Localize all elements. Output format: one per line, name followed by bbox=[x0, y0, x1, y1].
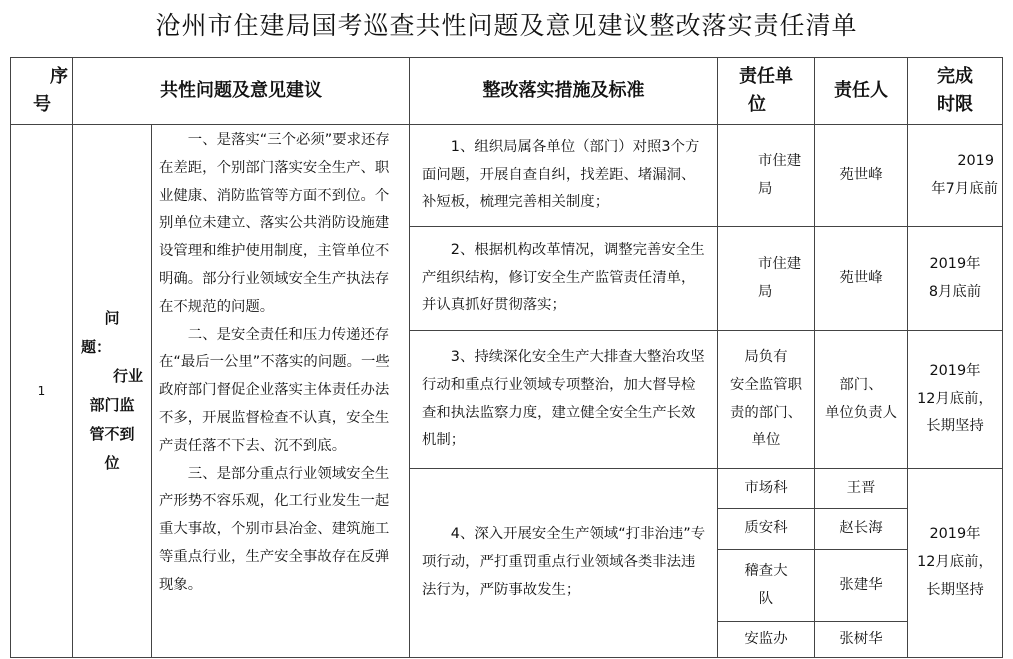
header-deadline bbox=[908, 58, 1003, 125]
unit-cell: 质安科 bbox=[718, 509, 815, 550]
deadline-line: 12月底前， bbox=[917, 554, 993, 571]
person-cell: 赵长海 bbox=[815, 509, 908, 550]
person-line: 单位负责人 bbox=[825, 404, 897, 421]
person-cell: 苑世峰 bbox=[815, 227, 908, 331]
header-seq bbox=[11, 58, 73, 125]
responsibility-table bbox=[10, 57, 1003, 658]
unit-line: 市住建 bbox=[758, 255, 802, 272]
deadline-line: 年7月底前 bbox=[931, 180, 998, 197]
category-line: 题： bbox=[81, 338, 112, 356]
person-cell: 张树华 bbox=[815, 622, 908, 658]
unit-cell: 市场科 bbox=[718, 469, 815, 509]
unit-line: 局 bbox=[758, 283, 773, 300]
measure-cell bbox=[410, 227, 718, 331]
category-line: 问 bbox=[104, 309, 120, 327]
measure-text: 2、根据机构改革情况，调整完善安全生产组织结构，修订安全生产监管责任清单，并认真抓好贯彻落实； bbox=[422, 241, 705, 314]
unit-cell: 安监办 bbox=[718, 622, 815, 658]
deadline-cell bbox=[908, 469, 1003, 658]
unit-cell bbox=[718, 125, 815, 227]
issues-text bbox=[152, 125, 410, 658]
category-line: 管不到 bbox=[89, 425, 135, 443]
header-deadline-line1: 完成 bbox=[937, 66, 973, 87]
header-issues: 共性问题及意见建议 bbox=[73, 58, 410, 125]
deadline-line: 2019年 bbox=[929, 255, 981, 272]
measure-cell bbox=[410, 331, 718, 469]
measure-text: 3、持续深化安全生产大排查大整治攻坚行动和重点行业领域专项整治，加大督导检查和执法监察力度，建立健全安全生产长效机制； bbox=[422, 348, 705, 449]
header-row bbox=[11, 58, 1003, 125]
unit-line: 队 bbox=[758, 590, 774, 607]
deadline-cell bbox=[908, 125, 1003, 227]
category-line: 行业 bbox=[112, 367, 143, 385]
measure-text: 1、组织局属各单位（部门）对照3个方面问题，开展自查自纠，找差距、堵漏洞、补短板，梳理完善相关制度； bbox=[422, 138, 700, 211]
measure-cell bbox=[410, 125, 718, 227]
unit-cell bbox=[718, 550, 815, 622]
unit-line: 稽查大 bbox=[744, 562, 788, 579]
deadline-line: 长期坚持 bbox=[926, 418, 984, 435]
deadline-line: 长期坚持 bbox=[926, 581, 984, 598]
category-line: 部门监 bbox=[89, 396, 135, 414]
issue-paragraph: 一、是落实“三个必须”要求还存在差距，个别部门落实安全生产、职业健康、消防监管等方面不到位。个别单位未建立、落实公共消防设施建设管理和维护使用制度，主管单位不明确。部分行业领域安全生产执法存在不规范的问题。 bbox=[159, 132, 390, 315]
header-person: 责任人 bbox=[815, 58, 908, 125]
measure-text: 4、深入开展安全生产领域“打非治违”专项行动，严打重罚重点行业领域各类非法违法行为，严防事故发生； bbox=[422, 526, 706, 598]
unit-line: 责的部门、 bbox=[730, 404, 802, 421]
measure-cell bbox=[410, 469, 718, 658]
deadline-cell bbox=[908, 227, 1003, 331]
unit-line: 局负有 bbox=[744, 348, 788, 365]
deadline-line: 8月底前 bbox=[928, 283, 982, 300]
unit-line: 市住建 bbox=[758, 152, 802, 169]
table-row bbox=[11, 125, 1003, 227]
issue-paragraph: 三、是部分重点行业领域安全生产形势不容乐观，化工行业发生一起重大事故，个别市县冶金、建筑施工等重点行业，生产安全事故存在反弹现象。 bbox=[159, 465, 390, 593]
category-line: 位 bbox=[104, 454, 120, 472]
unit-line: 局 bbox=[758, 180, 773, 197]
person-line: 部门、 bbox=[839, 376, 883, 393]
header-measures: 整改落实措施及标准 bbox=[410, 58, 718, 125]
header-seq-line1: 序 bbox=[50, 66, 68, 87]
unit-line: 安全监管职 bbox=[730, 376, 802, 393]
unit-cell bbox=[718, 227, 815, 331]
person-cell: 苑世峰 bbox=[815, 125, 908, 227]
deadline-line: 2019年 bbox=[929, 362, 981, 379]
unit-line: 单位 bbox=[751, 432, 781, 449]
deadline-line: 2019年 bbox=[929, 526, 981, 543]
person-cell bbox=[815, 331, 908, 469]
header-seq-line2: 号 bbox=[33, 94, 51, 115]
header-unit bbox=[718, 58, 815, 125]
person-cell: 王晋 bbox=[815, 469, 908, 509]
deadline-cell bbox=[908, 331, 1003, 469]
unit-cell bbox=[718, 331, 815, 469]
issue-category bbox=[73, 125, 152, 658]
page-title: 沧州市住建局国考巡查共性问题及意见建议整改落实责任清单 bbox=[155, 11, 858, 40]
person-cell: 张建华 bbox=[815, 550, 908, 622]
deadline-line: 12月底前， bbox=[917, 390, 993, 407]
header-unit-line1: 责任单 bbox=[739, 66, 793, 87]
header-unit-line2: 位 bbox=[748, 94, 766, 115]
issue-paragraph: 二、是安全责任和压力传递还存在“最后一公里”不落实的问题。一些政府部门督促企业落实主体责任办法不多，开展监督检查不认真，安全生产责任落不下去、沉不到底。 bbox=[159, 326, 390, 454]
row-number: 1 bbox=[11, 125, 73, 658]
header-deadline-line2: 时限 bbox=[937, 94, 973, 115]
deadline-line: 2019 bbox=[957, 152, 994, 169]
